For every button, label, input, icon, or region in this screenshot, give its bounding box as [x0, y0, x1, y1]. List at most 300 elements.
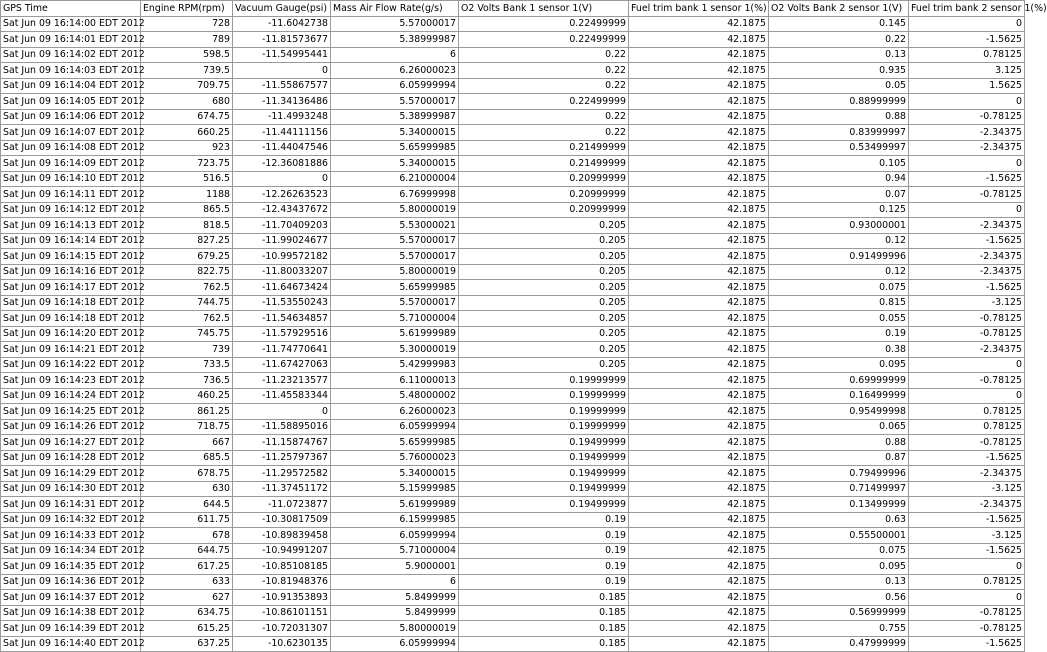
- table-cell[interactable]: -11.80033207: [233, 264, 331, 280]
- table-cell[interactable]: 644.75: [141, 543, 233, 559]
- table-cell[interactable]: 5.71000004: [331, 311, 459, 327]
- table-cell[interactable]: 42.1875: [629, 218, 769, 234]
- table-cell[interactable]: 0.91499996: [769, 249, 909, 265]
- table-cell[interactable]: 5.53000021: [331, 218, 459, 234]
- table-cell[interactable]: -10.85108185: [233, 559, 331, 575]
- table-cell[interactable]: 0: [233, 404, 331, 420]
- table-cell[interactable]: 0.22: [459, 125, 629, 141]
- table-cell[interactable]: -0.78125: [909, 605, 1025, 621]
- table-cell[interactable]: 0.21499999: [459, 156, 629, 172]
- table-cell[interactable]: 3.125: [909, 63, 1025, 79]
- table-cell[interactable]: 0.205: [459, 326, 629, 342]
- table-cell[interactable]: Sat Jun 09 16:14:36 EDT 2012: [1, 574, 141, 590]
- table-cell[interactable]: 0.185: [459, 621, 629, 637]
- table-cell[interactable]: 42.1875: [629, 16, 769, 32]
- table-cell[interactable]: 0: [233, 63, 331, 79]
- table-cell[interactable]: Sat Jun 09 16:14:04 EDT 2012: [1, 78, 141, 94]
- table-cell[interactable]: 1.5625: [909, 78, 1025, 94]
- table-cell[interactable]: -11.54995441: [233, 47, 331, 63]
- table-cell[interactable]: 0.22499999: [459, 32, 629, 48]
- table-cell[interactable]: 0.22: [459, 63, 629, 79]
- table-cell[interactable]: -11.4993248: [233, 109, 331, 125]
- table-cell[interactable]: 6.05999994: [331, 528, 459, 544]
- table-cell[interactable]: 630: [141, 481, 233, 497]
- table-cell[interactable]: Sat Jun 09 16:14:40 EDT 2012: [1, 636, 141, 652]
- table-cell[interactable]: 0.88: [769, 109, 909, 125]
- table-cell[interactable]: Sat Jun 09 16:14:25 EDT 2012: [1, 404, 141, 420]
- table-cell[interactable]: Sat Jun 09 16:14:26 EDT 2012: [1, 419, 141, 435]
- table-cell[interactable]: 42.1875: [629, 466, 769, 482]
- table-cell[interactable]: 818.5: [141, 218, 233, 234]
- table-cell[interactable]: 6.26000023: [331, 63, 459, 79]
- table-cell[interactable]: 0.12: [769, 264, 909, 280]
- table-cell[interactable]: 745.75: [141, 326, 233, 342]
- table-cell[interactable]: 0.19499999: [459, 497, 629, 513]
- table-cell[interactable]: -11.57929516: [233, 326, 331, 342]
- table-cell[interactable]: -12.36081886: [233, 156, 331, 172]
- table-cell[interactable]: 674.75: [141, 109, 233, 125]
- table-cell[interactable]: Sat Jun 09 16:14:31 EDT 2012: [1, 497, 141, 513]
- table-cell[interactable]: 0.205: [459, 311, 629, 327]
- table-cell[interactable]: 42.1875: [629, 450, 769, 466]
- table-cell[interactable]: 5.57000017: [331, 94, 459, 110]
- table-cell[interactable]: -10.6230135: [233, 636, 331, 652]
- table-cell[interactable]: 42.1875: [629, 497, 769, 513]
- table-cell[interactable]: -2.34375: [909, 218, 1025, 234]
- table-cell[interactable]: 0.19499999: [459, 466, 629, 482]
- table-cell[interactable]: 680: [141, 94, 233, 110]
- table-cell[interactable]: -0.78125: [909, 621, 1025, 637]
- table-cell[interactable]: 0: [909, 388, 1025, 404]
- table-cell[interactable]: Sat Jun 09 16:14:01 EDT 2012: [1, 32, 141, 48]
- table-cell[interactable]: 644.5: [141, 497, 233, 513]
- table-cell[interactable]: 0: [909, 16, 1025, 32]
- table-cell[interactable]: 598.5: [141, 47, 233, 63]
- table-cell[interactable]: 0.205: [459, 233, 629, 249]
- table-cell[interactable]: 0.79499996: [769, 466, 909, 482]
- table-cell[interactable]: 5.76000023: [331, 450, 459, 466]
- table-cell[interactable]: 0.78125: [909, 419, 1025, 435]
- table-cell[interactable]: 627: [141, 590, 233, 606]
- table-cell[interactable]: 42.1875: [629, 125, 769, 141]
- header-cell[interactable]: O2 Volts Bank 2 sensor 1(V): [769, 1, 909, 17]
- table-cell[interactable]: 728: [141, 16, 233, 32]
- table-cell[interactable]: 42.1875: [629, 264, 769, 280]
- table-cell[interactable]: -1.5625: [909, 450, 1025, 466]
- table-cell[interactable]: -0.78125: [909, 373, 1025, 389]
- table-cell[interactable]: 42.1875: [629, 32, 769, 48]
- table-cell[interactable]: 0.22499999: [459, 16, 629, 32]
- table-cell[interactable]: -3.125: [909, 481, 1025, 497]
- table-cell[interactable]: Sat Jun 09 16:14:32 EDT 2012: [1, 512, 141, 528]
- table-cell[interactable]: 42.1875: [629, 605, 769, 621]
- table-cell[interactable]: 42.1875: [629, 78, 769, 94]
- table-cell[interactable]: 460.25: [141, 388, 233, 404]
- table-cell[interactable]: 709.75: [141, 78, 233, 94]
- table-cell[interactable]: 718.75: [141, 419, 233, 435]
- table-cell[interactable]: 5.57000017: [331, 249, 459, 265]
- table-cell[interactable]: 5.57000017: [331, 233, 459, 249]
- table-cell[interactable]: 5.8499999: [331, 590, 459, 606]
- table-cell[interactable]: -11.53550243: [233, 295, 331, 311]
- table-cell[interactable]: 0.22: [459, 47, 629, 63]
- table-cell[interactable]: 42.1875: [629, 187, 769, 203]
- table-cell[interactable]: 5.61999989: [331, 326, 459, 342]
- table-cell[interactable]: 736.5: [141, 373, 233, 389]
- table-cell[interactable]: -2.34375: [909, 140, 1025, 156]
- table-cell[interactable]: 685.5: [141, 450, 233, 466]
- table-cell[interactable]: 0.205: [459, 280, 629, 296]
- table-cell[interactable]: 0.07: [769, 187, 909, 203]
- table-cell[interactable]: 0.13499999: [769, 497, 909, 513]
- table-cell[interactable]: 0.20999999: [459, 171, 629, 187]
- table-cell[interactable]: 42.1875: [629, 47, 769, 63]
- table-cell[interactable]: Sat Jun 09 16:14:38 EDT 2012: [1, 605, 141, 621]
- table-cell[interactable]: 762.5: [141, 280, 233, 296]
- table-cell[interactable]: 42.1875: [629, 156, 769, 172]
- table-cell[interactable]: 42.1875: [629, 171, 769, 187]
- table-cell[interactable]: 679.25: [141, 249, 233, 265]
- table-cell[interactable]: 0.13: [769, 47, 909, 63]
- table-cell[interactable]: Sat Jun 09 16:14:10 EDT 2012: [1, 171, 141, 187]
- table-cell[interactable]: 0.38: [769, 342, 909, 358]
- table-cell[interactable]: 6.05999994: [331, 78, 459, 94]
- table-cell[interactable]: 0.78125: [909, 47, 1025, 63]
- table-cell[interactable]: Sat Jun 09 16:14:34 EDT 2012: [1, 543, 141, 559]
- table-cell[interactable]: 0.94: [769, 171, 909, 187]
- table-cell[interactable]: 0.205: [459, 357, 629, 373]
- table-cell[interactable]: 42.1875: [629, 388, 769, 404]
- table-cell[interactable]: 0.075: [769, 280, 909, 296]
- table-cell[interactable]: 0: [909, 559, 1025, 575]
- table-cell[interactable]: Sat Jun 09 16:14:08 EDT 2012: [1, 140, 141, 156]
- table-cell[interactable]: -10.86101151: [233, 605, 331, 621]
- table-cell[interactable]: 0.56999999: [769, 605, 909, 621]
- table-cell[interactable]: 0.19499999: [459, 435, 629, 451]
- table-cell[interactable]: 0.22: [459, 109, 629, 125]
- table-cell[interactable]: 0.19999999: [459, 419, 629, 435]
- table-cell[interactable]: Sat Jun 09 16:14:29 EDT 2012: [1, 466, 141, 482]
- table-cell[interactable]: -11.6042738: [233, 16, 331, 32]
- table-cell[interactable]: 611.75: [141, 512, 233, 528]
- table-cell[interactable]: 42.1875: [629, 233, 769, 249]
- table-cell[interactable]: 0.22: [769, 32, 909, 48]
- table-cell[interactable]: 762.5: [141, 311, 233, 327]
- table-cell[interactable]: 6.05999994: [331, 636, 459, 652]
- table-cell[interactable]: -11.74770641: [233, 342, 331, 358]
- table-cell[interactable]: 0.12: [769, 233, 909, 249]
- table-cell[interactable]: 5.57000017: [331, 295, 459, 311]
- table-cell[interactable]: -0.78125: [909, 326, 1025, 342]
- table-cell[interactable]: 0.145: [769, 16, 909, 32]
- table-cell[interactable]: 5.38999987: [331, 109, 459, 125]
- table-cell[interactable]: 0.19999999: [459, 404, 629, 420]
- table-cell[interactable]: 5.80000019: [331, 264, 459, 280]
- table-cell[interactable]: 678: [141, 528, 233, 544]
- table-cell[interactable]: Sat Jun 09 16:14:16 EDT 2012: [1, 264, 141, 280]
- table-cell[interactable]: 0: [909, 202, 1025, 218]
- table-cell[interactable]: -11.29572582: [233, 466, 331, 482]
- table-cell[interactable]: Sat Jun 09 16:14:35 EDT 2012: [1, 559, 141, 575]
- table-cell[interactable]: 0.105: [769, 156, 909, 172]
- table-cell[interactable]: 42.1875: [629, 481, 769, 497]
- table-cell[interactable]: Sat Jun 09 16:14:18 EDT 2012: [1, 295, 141, 311]
- table-cell[interactable]: -0.78125: [909, 435, 1025, 451]
- table-cell[interactable]: 615.25: [141, 621, 233, 637]
- table-cell[interactable]: 5.65999985: [331, 435, 459, 451]
- table-cell[interactable]: 0.22: [459, 78, 629, 94]
- table-cell[interactable]: 5.48000002: [331, 388, 459, 404]
- table-cell[interactable]: 5.30000019: [331, 342, 459, 358]
- table-cell[interactable]: 42.1875: [629, 636, 769, 652]
- table-cell[interactable]: 5.15999985: [331, 481, 459, 497]
- table-cell[interactable]: 6: [331, 574, 459, 590]
- table-cell[interactable]: 6: [331, 47, 459, 63]
- table-cell[interactable]: 5.34000015: [331, 125, 459, 141]
- table-cell[interactable]: Sat Jun 09 16:14:06 EDT 2012: [1, 109, 141, 125]
- table-cell[interactable]: 0.055: [769, 311, 909, 327]
- table-cell[interactable]: Sat Jun 09 16:14:17 EDT 2012: [1, 280, 141, 296]
- table-cell[interactable]: 0.815: [769, 295, 909, 311]
- table-cell[interactable]: 42.1875: [629, 140, 769, 156]
- table-cell[interactable]: -1.5625: [909, 171, 1025, 187]
- table-cell[interactable]: 42.1875: [629, 404, 769, 420]
- table-cell[interactable]: Sat Jun 09 16:14:22 EDT 2012: [1, 357, 141, 373]
- table-cell[interactable]: 739.5: [141, 63, 233, 79]
- table-cell[interactable]: 6.15999985: [331, 512, 459, 528]
- table-cell[interactable]: -11.55867577: [233, 78, 331, 94]
- table-cell[interactable]: 42.1875: [629, 512, 769, 528]
- table-cell[interactable]: -2.34375: [909, 249, 1025, 265]
- table-cell[interactable]: Sat Jun 09 16:14:28 EDT 2012: [1, 450, 141, 466]
- table-cell[interactable]: 0.55500001: [769, 528, 909, 544]
- table-cell[interactable]: -11.34136486: [233, 94, 331, 110]
- table-cell[interactable]: 0.205: [459, 342, 629, 358]
- table-cell[interactable]: 0.93000001: [769, 218, 909, 234]
- table-cell[interactable]: 5.61999989: [331, 497, 459, 513]
- table-cell[interactable]: 0.185: [459, 605, 629, 621]
- table-cell[interactable]: 827.25: [141, 233, 233, 249]
- table-cell[interactable]: Sat Jun 09 16:14:23 EDT 2012: [1, 373, 141, 389]
- table-cell[interactable]: 42.1875: [629, 559, 769, 575]
- table-cell[interactable]: -10.99572182: [233, 249, 331, 265]
- table-cell[interactable]: 0.19: [459, 559, 629, 575]
- table-cell[interactable]: 0.095: [769, 559, 909, 575]
- table-cell[interactable]: 0.56: [769, 590, 909, 606]
- table-cell[interactable]: -10.94991207: [233, 543, 331, 559]
- table-cell[interactable]: -11.37451172: [233, 481, 331, 497]
- table-cell[interactable]: 0.19499999: [459, 481, 629, 497]
- table-cell[interactable]: Sat Jun 09 16:14:30 EDT 2012: [1, 481, 141, 497]
- table-cell[interactable]: Sat Jun 09 16:14:37 EDT 2012: [1, 590, 141, 606]
- header-cell[interactable]: Engine RPM(rpm): [141, 1, 233, 17]
- table-cell[interactable]: 5.80000019: [331, 202, 459, 218]
- table-cell[interactable]: 5.8499999: [331, 605, 459, 621]
- table-cell[interactable]: -1.5625: [909, 636, 1025, 652]
- table-cell[interactable]: Sat Jun 09 16:14:24 EDT 2012: [1, 388, 141, 404]
- table-cell[interactable]: 5.34000015: [331, 156, 459, 172]
- table-cell[interactable]: -2.34375: [909, 342, 1025, 358]
- table-cell[interactable]: 0.19: [459, 543, 629, 559]
- table-cell[interactable]: 667: [141, 435, 233, 451]
- table-cell[interactable]: 0.075: [769, 543, 909, 559]
- table-cell[interactable]: Sat Jun 09 16:14:09 EDT 2012: [1, 156, 141, 172]
- table-cell[interactable]: 0.78125: [909, 574, 1025, 590]
- table-cell[interactable]: 0.19499999: [459, 450, 629, 466]
- table-cell[interactable]: -10.89839458: [233, 528, 331, 544]
- table-cell[interactable]: -1.5625: [909, 32, 1025, 48]
- table-cell[interactable]: 42.1875: [629, 590, 769, 606]
- table-cell[interactable]: -10.30817509: [233, 512, 331, 528]
- table-cell[interactable]: 0.87: [769, 450, 909, 466]
- table-cell[interactable]: 42.1875: [629, 63, 769, 79]
- table-cell[interactable]: Sat Jun 09 16:14:27 EDT 2012: [1, 435, 141, 451]
- table-cell[interactable]: Sat Jun 09 16:14:18 EDT 2012: [1, 311, 141, 327]
- table-cell[interactable]: Sat Jun 09 16:14:05 EDT 2012: [1, 94, 141, 110]
- table-cell[interactable]: -3.125: [909, 295, 1025, 311]
- table-cell[interactable]: 42.1875: [629, 528, 769, 544]
- table-cell[interactable]: 0.95499998: [769, 404, 909, 420]
- header-cell[interactable]: O2 Volts Bank 1 sensor 1(V): [459, 1, 629, 17]
- table-cell[interactable]: 0.095: [769, 357, 909, 373]
- table-cell[interactable]: Sat Jun 09 16:14:12 EDT 2012: [1, 202, 141, 218]
- table-cell[interactable]: Sat Jun 09 16:14:15 EDT 2012: [1, 249, 141, 265]
- table-cell[interactable]: -12.43437672: [233, 202, 331, 218]
- table-cell[interactable]: -11.0723877: [233, 497, 331, 513]
- table-cell[interactable]: 6.76999998: [331, 187, 459, 203]
- table-cell[interactable]: 865.5: [141, 202, 233, 218]
- table-cell[interactable]: 0.19: [459, 528, 629, 544]
- header-cell[interactable]: Vacuum Gauge(psi): [233, 1, 331, 17]
- table-cell[interactable]: 634.75: [141, 605, 233, 621]
- table-cell[interactable]: -2.34375: [909, 466, 1025, 482]
- table-cell[interactable]: 822.75: [141, 264, 233, 280]
- table-cell[interactable]: 6.11000013: [331, 373, 459, 389]
- table-cell[interactable]: 0.205: [459, 295, 629, 311]
- table-cell[interactable]: -2.34375: [909, 497, 1025, 513]
- table-cell[interactable]: 660.25: [141, 125, 233, 141]
- table-cell[interactable]: 42.1875: [629, 295, 769, 311]
- table-cell[interactable]: -11.45583344: [233, 388, 331, 404]
- table-cell[interactable]: 0.69999999: [769, 373, 909, 389]
- table-cell[interactable]: 42.1875: [629, 311, 769, 327]
- table-cell[interactable]: 42.1875: [629, 419, 769, 435]
- table-cell[interactable]: Sat Jun 09 16:14:33 EDT 2012: [1, 528, 141, 544]
- table-cell[interactable]: Sat Jun 09 16:14:20 EDT 2012: [1, 326, 141, 342]
- table-cell[interactable]: Sat Jun 09 16:14:14 EDT 2012: [1, 233, 141, 249]
- table-cell[interactable]: -11.15874767: [233, 435, 331, 451]
- table-cell[interactable]: 0.19: [459, 512, 629, 528]
- table-cell[interactable]: -1.5625: [909, 280, 1025, 296]
- table-cell[interactable]: -11.54634857: [233, 311, 331, 327]
- table-cell[interactable]: 5.34000015: [331, 466, 459, 482]
- table-cell[interactable]: 0.20999999: [459, 202, 629, 218]
- header-cell[interactable]: GPS Time: [1, 1, 141, 17]
- table-cell[interactable]: 0.19: [769, 326, 909, 342]
- table-cell[interactable]: -1.5625: [909, 543, 1025, 559]
- table-cell[interactable]: 0.755: [769, 621, 909, 637]
- table-cell[interactable]: -10.72031307: [233, 621, 331, 637]
- table-cell[interactable]: 789: [141, 32, 233, 48]
- table-cell[interactable]: 633: [141, 574, 233, 590]
- table-cell[interactable]: 0.19: [459, 574, 629, 590]
- table-cell[interactable]: 0.22499999: [459, 94, 629, 110]
- table-cell[interactable]: 0.205: [459, 218, 629, 234]
- table-cell[interactable]: 6.21000004: [331, 171, 459, 187]
- table-cell[interactable]: 42.1875: [629, 202, 769, 218]
- table-cell[interactable]: Sat Jun 09 16:14:13 EDT 2012: [1, 218, 141, 234]
- table-cell[interactable]: Sat Jun 09 16:14:21 EDT 2012: [1, 342, 141, 358]
- table-cell[interactable]: 5.65999985: [331, 280, 459, 296]
- table-cell[interactable]: 0.78125: [909, 404, 1025, 420]
- table-cell[interactable]: 0.20999999: [459, 187, 629, 203]
- table-cell[interactable]: -11.70409203: [233, 218, 331, 234]
- header-cell[interactable]: Fuel trim bank 1 sensor 1(%): [629, 1, 769, 17]
- table-cell[interactable]: 42.1875: [629, 94, 769, 110]
- table-cell[interactable]: -11.44047546: [233, 140, 331, 156]
- table-cell[interactable]: -11.58895016: [233, 419, 331, 435]
- table-cell[interactable]: 0.47999999: [769, 636, 909, 652]
- table-cell[interactable]: 739: [141, 342, 233, 358]
- table-cell[interactable]: 5.9000001: [331, 559, 459, 575]
- table-cell[interactable]: 0.88999999: [769, 94, 909, 110]
- table-cell[interactable]: 0: [909, 94, 1025, 110]
- table-cell[interactable]: 5.57000017: [331, 16, 459, 32]
- table-cell[interactable]: 0.19999999: [459, 373, 629, 389]
- table-cell[interactable]: -11.23213577: [233, 373, 331, 389]
- table-cell[interactable]: 0.205: [459, 249, 629, 265]
- table-cell[interactable]: Sat Jun 09 16:14:07 EDT 2012: [1, 125, 141, 141]
- table-cell[interactable]: 42.1875: [629, 435, 769, 451]
- table-cell[interactable]: 0.88: [769, 435, 909, 451]
- table-cell[interactable]: 42.1875: [629, 574, 769, 590]
- table-cell[interactable]: -11.99024677: [233, 233, 331, 249]
- table-cell[interactable]: 0.185: [459, 636, 629, 652]
- table-cell[interactable]: 42.1875: [629, 109, 769, 125]
- table-cell[interactable]: 6.26000023: [331, 404, 459, 420]
- table-cell[interactable]: -0.78125: [909, 311, 1025, 327]
- table-cell[interactable]: Sat Jun 09 16:14:03 EDT 2012: [1, 63, 141, 79]
- table-cell[interactable]: 0: [909, 156, 1025, 172]
- table-cell[interactable]: 0: [233, 171, 331, 187]
- table-cell[interactable]: 5.42999983: [331, 357, 459, 373]
- table-cell[interactable]: 0.21499999: [459, 140, 629, 156]
- table-cell[interactable]: 42.1875: [629, 280, 769, 296]
- table-cell[interactable]: -0.78125: [909, 187, 1025, 203]
- table-cell[interactable]: -11.67427063: [233, 357, 331, 373]
- table-cell[interactable]: 0.05: [769, 78, 909, 94]
- table-cell[interactable]: 0.205: [459, 264, 629, 280]
- table-cell[interactable]: -2.34375: [909, 125, 1025, 141]
- table-cell[interactable]: -10.91353893: [233, 590, 331, 606]
- table-cell[interactable]: -2.34375: [909, 264, 1025, 280]
- table-cell[interactable]: 5.71000004: [331, 543, 459, 559]
- table-cell[interactable]: Sat Jun 09 16:14:00 EDT 2012: [1, 16, 141, 32]
- table-cell[interactable]: 0: [909, 590, 1025, 606]
- table-cell[interactable]: 0.13: [769, 574, 909, 590]
- table-cell[interactable]: -3.125: [909, 528, 1025, 544]
- table-cell[interactable]: 0.16499999: [769, 388, 909, 404]
- header-cell[interactable]: Mass Air Flow Rate(g/s): [331, 1, 459, 17]
- table-cell[interactable]: -1.5625: [909, 233, 1025, 249]
- table-cell[interactable]: 42.1875: [629, 543, 769, 559]
- table-cell[interactable]: 42.1875: [629, 249, 769, 265]
- table-cell[interactable]: Sat Jun 09 16:14:39 EDT 2012: [1, 621, 141, 637]
- table-cell[interactable]: 861.25: [141, 404, 233, 420]
- table-cell[interactable]: -11.64673424: [233, 280, 331, 296]
- table-cell[interactable]: 0.19999999: [459, 388, 629, 404]
- table-cell[interactable]: 0.63: [769, 512, 909, 528]
